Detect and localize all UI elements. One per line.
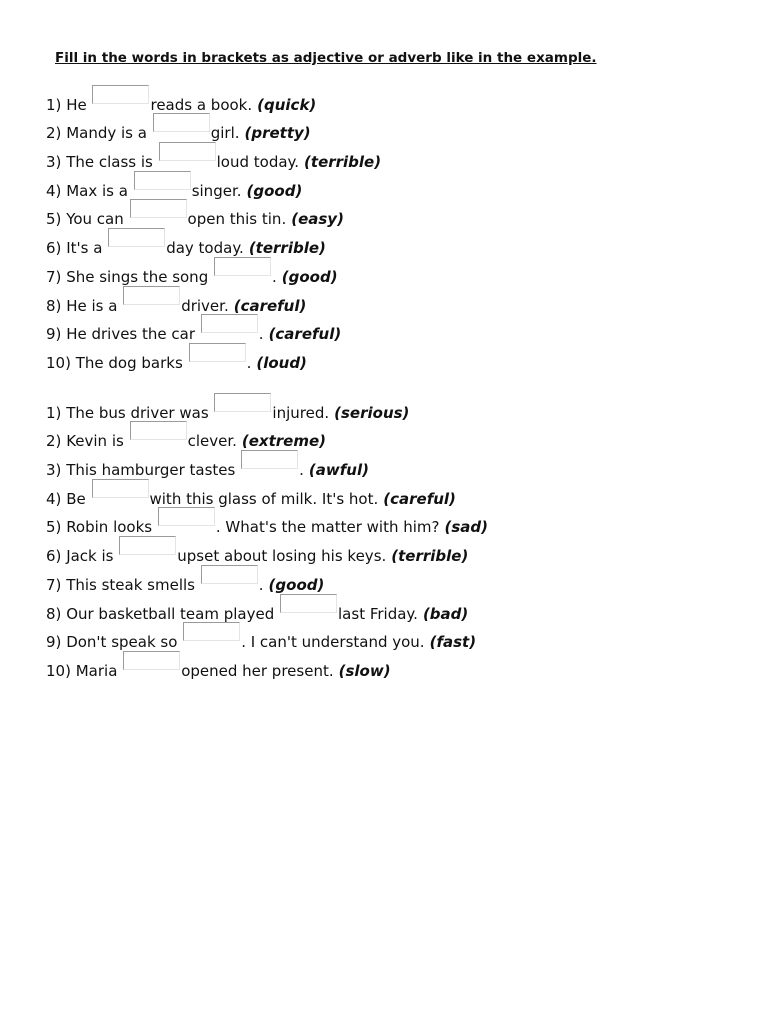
sentence-start: This hamburger tastes xyxy=(66,461,236,480)
answer-input[interactable] xyxy=(159,142,216,161)
word-hint: (careful) xyxy=(383,489,456,508)
exercise-section-1 xyxy=(46,85,381,372)
sentence-start: Max is a xyxy=(66,181,128,200)
sentence-end: . xyxy=(258,575,264,594)
sentence-start: She sings the song xyxy=(66,267,209,286)
item-number: 1) xyxy=(46,403,62,422)
item-number: 8) xyxy=(46,604,62,623)
exercise-item xyxy=(46,171,381,200)
word-hint: (sad) xyxy=(444,518,488,537)
sentence-end: upset about losing his keys. xyxy=(177,547,387,566)
sentence-end: singer. xyxy=(191,181,242,200)
sentence-start: Be xyxy=(66,489,86,508)
exercise-item xyxy=(46,228,381,257)
answer-input[interactable] xyxy=(123,286,180,305)
item-number: 5) xyxy=(46,518,62,537)
exercise-item xyxy=(46,594,488,623)
sentence-start: He is a xyxy=(66,296,118,315)
sentence-end: . xyxy=(272,267,277,286)
sentence-start: Kevin is xyxy=(66,432,124,451)
sentence-start: It's a xyxy=(66,239,103,258)
answer-input[interactable] xyxy=(158,507,215,526)
answer-input[interactable] xyxy=(130,199,187,218)
sentence-start: The class is xyxy=(66,153,153,172)
item-number: 10) xyxy=(46,353,71,372)
answer-input[interactable] xyxy=(108,228,165,247)
exercise-item xyxy=(46,479,488,508)
sentence-start: Our basketball team played xyxy=(66,604,275,623)
sentence-end: girl. xyxy=(210,124,240,143)
sentence-end: last Friday. xyxy=(338,604,418,623)
exercise-item xyxy=(46,286,381,315)
sentence-end: injured. xyxy=(272,403,330,422)
sentence-start: He xyxy=(66,95,87,114)
answer-input[interactable] xyxy=(92,479,149,498)
exercise-item xyxy=(46,257,381,286)
answer-input[interactable] xyxy=(241,450,298,469)
word-hint: (careful) xyxy=(268,325,342,344)
answer-input[interactable] xyxy=(119,536,176,555)
exercise-item xyxy=(46,651,488,680)
exercise-item xyxy=(46,343,381,372)
word-hint: (awful) xyxy=(308,461,369,480)
sentence-start: Mandy is a xyxy=(66,124,147,143)
exercise-item xyxy=(46,565,488,594)
item-number: 7) xyxy=(46,267,62,286)
sentence-start: This steak smells xyxy=(66,575,195,594)
answer-input[interactable] xyxy=(189,343,246,362)
word-hint: (serious) xyxy=(334,403,410,422)
word-hint: (careful) xyxy=(233,296,307,315)
worksheet-title: Fill in the words in brackets as adjective or adverb like in the example. xyxy=(55,50,597,66)
sentence-start: He drives the car xyxy=(66,325,195,344)
sentence-end: clever. xyxy=(187,432,237,451)
sentence-end: . xyxy=(258,325,264,344)
answer-input[interactable] xyxy=(92,85,149,104)
sentence-end: . xyxy=(246,353,252,372)
word-hint: (loud) xyxy=(256,353,307,372)
answer-input[interactable] xyxy=(214,257,271,276)
sentence-end: . What's the matter with him? xyxy=(215,518,440,537)
exercise-section-2 xyxy=(46,393,488,680)
item-number: 6) xyxy=(46,547,62,566)
answer-input[interactable] xyxy=(130,421,187,440)
sentence-start: The bus driver was xyxy=(66,403,209,422)
sentence-end: . I can't understand you. xyxy=(241,633,425,652)
word-hint: (slow) xyxy=(338,661,391,680)
exercise-item xyxy=(46,623,488,652)
word-hint: (extreme) xyxy=(241,432,327,451)
word-hint: (quick) xyxy=(257,95,317,114)
sentence-end: driver. xyxy=(181,296,229,315)
sentence-end: opened her present. xyxy=(181,661,334,680)
word-hint: (terrible) xyxy=(391,547,469,566)
answer-input[interactable] xyxy=(201,565,258,584)
exercise-item xyxy=(46,85,381,114)
sentence-start: You can xyxy=(66,210,124,229)
word-hint: (terrible) xyxy=(248,239,326,258)
word-hint: (bad) xyxy=(422,604,469,623)
sentence-start: Jack is xyxy=(66,547,114,566)
exercise-item xyxy=(46,508,488,537)
item-number: 8) xyxy=(46,296,62,315)
sentence-end: day today. xyxy=(166,239,244,258)
item-number: 9) xyxy=(46,325,62,344)
item-number: 3) xyxy=(46,153,62,172)
word-hint: (good) xyxy=(268,575,325,594)
exercise-item xyxy=(46,114,381,143)
item-number: 2) xyxy=(46,432,62,451)
item-number: 3) xyxy=(46,461,62,480)
answer-input[interactable] xyxy=(201,314,258,333)
word-hint: (easy) xyxy=(291,210,344,229)
sentence-end: with this glass of milk. It's hot. xyxy=(149,489,379,508)
item-number: 5) xyxy=(46,210,62,229)
sentence-end: open this tin. xyxy=(187,210,287,229)
item-number: 6) xyxy=(46,239,62,258)
answer-input[interactable] xyxy=(280,594,337,613)
item-number: 7) xyxy=(46,575,62,594)
item-number: 1) xyxy=(46,95,62,114)
exercise-item xyxy=(46,536,488,565)
sentence-end: reads a book. xyxy=(150,95,253,114)
word-hint: (good) xyxy=(281,267,338,286)
answer-input[interactable] xyxy=(134,171,191,190)
word-hint: (terrible) xyxy=(304,153,382,172)
sentence-start: Maria xyxy=(75,661,118,680)
item-number: 2) xyxy=(46,124,62,143)
item-number: 10) xyxy=(46,661,71,680)
word-hint: (fast) xyxy=(429,633,477,652)
item-number: 4) xyxy=(46,489,62,508)
sentence-end: . xyxy=(299,461,304,480)
word-hint: (pretty) xyxy=(244,124,311,143)
answer-input[interactable] xyxy=(214,393,271,412)
answer-input[interactable] xyxy=(153,113,210,132)
exercise-item xyxy=(46,422,488,451)
answer-input[interactable] xyxy=(123,651,180,670)
exercise-item xyxy=(46,450,488,479)
exercise-item xyxy=(46,200,381,229)
sentence-end: loud today. xyxy=(216,153,300,172)
sentence-start: Don't speak so xyxy=(66,633,178,652)
item-number: 4) xyxy=(46,181,62,200)
exercise-item xyxy=(46,142,381,171)
sentence-start: The dog barks xyxy=(75,353,183,372)
answer-input[interactable] xyxy=(183,622,240,641)
sentence-start: Robin looks xyxy=(66,518,153,537)
word-hint: (good) xyxy=(246,181,303,200)
item-number: 9) xyxy=(46,633,62,652)
exercise-item xyxy=(46,315,381,344)
exercise-item xyxy=(46,393,488,422)
